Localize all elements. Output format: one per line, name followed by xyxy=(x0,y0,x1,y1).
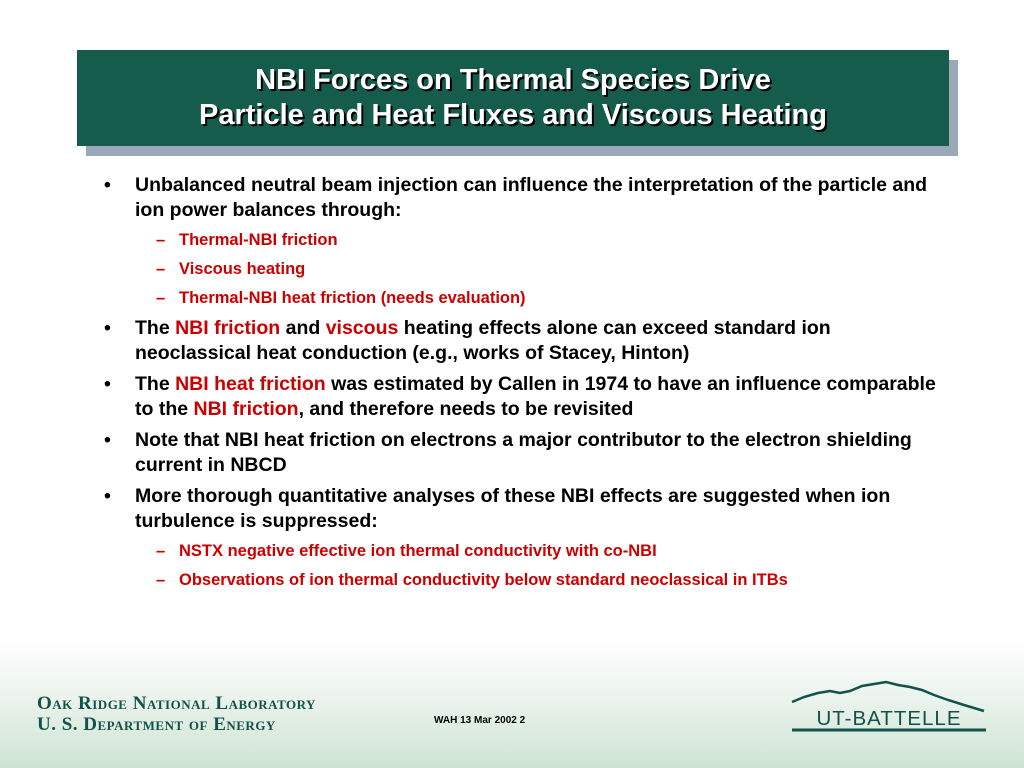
highlighted-term: NBI heat friction xyxy=(175,373,326,395)
logo-text: UT-BATTELLE xyxy=(816,707,962,730)
bullet-item xyxy=(100,484,940,534)
bullet-text-part: Note that NBI heat friction on electrons a major contributor to the electron shielding current in NBCD xyxy=(135,429,912,476)
sub-bullet-marker: – xyxy=(156,289,166,307)
footer-note: WAH 13 Mar 2002 2 xyxy=(434,715,526,726)
bullet-text-part: More thorough quantitative analyses of these NBI effects are suggested when ion turbulence is suppressed: xyxy=(135,485,891,532)
bullet-text-part: Unbalanced neutral beam injection can influence the interpretation of the particle and ion power balances through: xyxy=(135,174,928,221)
org-name-line-2: U. S. Department of Energy xyxy=(37,714,276,735)
sub-bullet-marker: – xyxy=(156,571,166,589)
bullet-text xyxy=(135,372,940,422)
sub-bullet-item xyxy=(156,258,940,280)
bullet-marker: • xyxy=(104,174,111,196)
bullet-item xyxy=(100,316,940,366)
sub-bullet-text: Viscous heating xyxy=(179,260,306,278)
bullet-text xyxy=(135,484,940,534)
bullet-text xyxy=(135,428,940,478)
sub-bullet-item xyxy=(156,229,940,251)
org-name xyxy=(37,693,316,735)
ut-battelle-logo xyxy=(788,678,988,738)
bullet-text-part: was estimated by Callen in 1974 to have an influence comparable to the xyxy=(135,373,936,420)
bullet-text-part: and xyxy=(280,317,326,339)
sub-bullet-text: NSTX negative effective ion thermal conductivity with co-NBI xyxy=(179,542,657,560)
bullet-text-part: heating effects alone can exceed standard ion neoclassical heat conduction (e.g., works of Stacey, Hinton) xyxy=(135,317,831,364)
sub-bullet-item xyxy=(156,540,940,562)
bullet-text-part: The xyxy=(135,317,176,339)
sub-bullet-marker: – xyxy=(156,231,166,249)
bullet-marker: • xyxy=(104,373,111,395)
highlighted-term: NBI friction xyxy=(175,317,281,339)
bullet-item xyxy=(100,173,940,223)
sub-bullet-item xyxy=(156,287,940,309)
bullet-text xyxy=(135,316,940,366)
bullet-marker: • xyxy=(104,429,111,451)
bullet-text-part: , and therefore needs to be revisited xyxy=(298,398,634,420)
sub-bullet-marker: – xyxy=(156,542,166,560)
highlighted-term: NBI friction xyxy=(193,398,299,420)
bullet-text xyxy=(135,173,940,223)
sub-bullet-text: Observations of ion thermal conductivity below standard neoclassical in ITBs xyxy=(179,571,788,589)
sub-bullet-item xyxy=(156,569,940,591)
sub-bullet-marker: – xyxy=(156,260,166,278)
bullet-marker: • xyxy=(104,485,111,507)
org-name-line-1: Oak Ridge National Laboratory xyxy=(37,693,316,714)
sub-bullet-text: Thermal-NBI friction xyxy=(179,231,338,249)
slide-title-line-1: NBI Forces on Thermal Species Drive xyxy=(255,64,771,96)
slide-title-box xyxy=(77,50,949,146)
bullet-item xyxy=(100,428,940,478)
bullet-marker: • xyxy=(104,317,111,339)
bullet-list xyxy=(100,173,940,598)
highlighted-term: viscous xyxy=(325,317,399,339)
bullet-item xyxy=(100,372,940,422)
sub-bullet-text: Thermal-NBI heat friction (needs evaluation) xyxy=(179,289,526,307)
slide-title-line-2: Particle and Heat Fluxes and Viscous Heating xyxy=(198,99,827,131)
bullet-text-part: The xyxy=(135,373,176,395)
